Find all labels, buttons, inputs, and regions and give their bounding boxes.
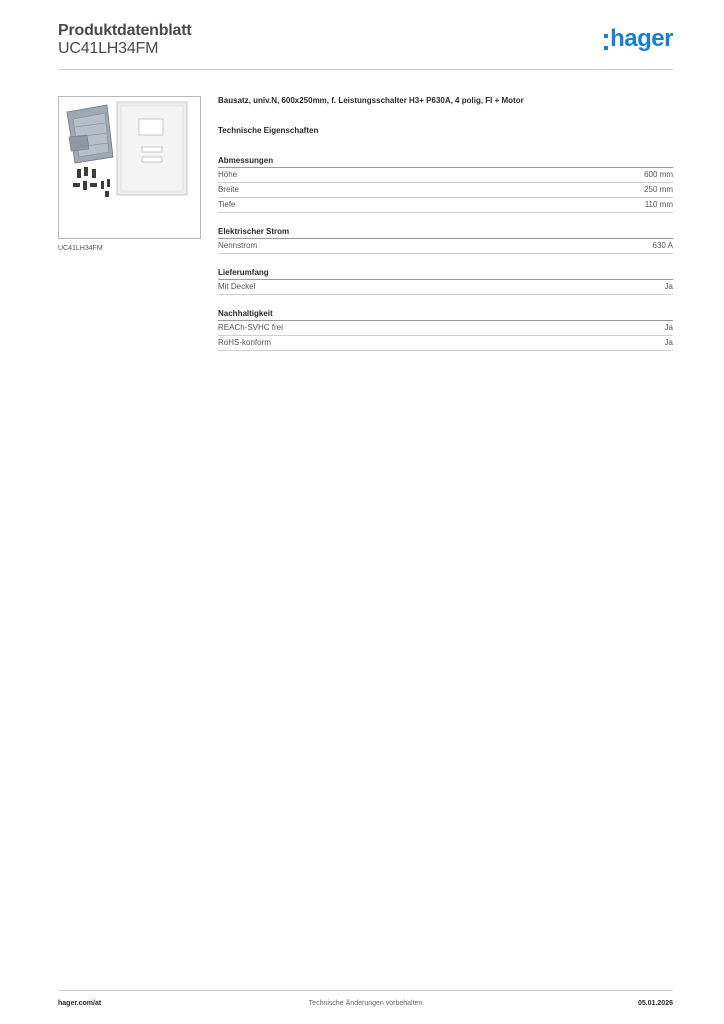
spec-value: Ja [664,338,673,347]
spec-label: RoHS-konform [218,338,271,347]
logo-colon-icon [604,34,608,50]
product-description: Bausatz, univ.N, 600x250mm, f. Leistungsschalter H3+ P630A, 4 polig, FI + Motor [218,96,524,105]
spec-value: 110 mm [644,200,673,209]
spec-row [218,239,673,254]
group-title: Nachhaltigkeit [218,308,673,321]
spec-value: Ja [664,323,673,332]
group-lieferumfang [218,267,673,295]
group-nachhaltigkeit [218,308,673,351]
footer-website-link[interactable]: hager.com/at [58,1000,102,1007]
group-title: Elektrischer Strom [218,226,673,239]
page-header [58,20,673,70]
spec-label: REACh-SVHC frei [218,323,283,332]
spec-row [218,168,673,183]
spec-row [218,280,673,295]
spec-label: Tiefe [218,200,236,209]
group-elektrischer-strom [218,226,673,254]
spec-row [218,198,673,213]
spec-label: Mit Deckel [218,282,256,291]
group-title: Lieferumfang [218,267,673,280]
document-title: Produktdatenblatt [58,22,192,39]
product-code: UC41LH34FM [58,40,159,57]
spec-label: Nennstrom [218,241,258,250]
spec-value: 600 mm [644,170,673,179]
page-footer [58,990,673,1020]
spec-label: Breite [218,185,239,194]
logo-text: hager [610,25,673,52]
spec-row [218,183,673,198]
product-image [58,96,201,239]
product-kit-illustration [59,97,200,238]
spec-row [218,336,673,351]
group-title: Abmessungen [218,155,673,168]
footer-disclaimer: Technische Änderungen vorbehalten [308,1000,423,1007]
hager-logo [604,26,673,52]
spec-row [218,321,673,336]
spec-value: Ja [664,282,673,291]
spec-label: Höhe [218,170,238,179]
spec-value: 250 mm [644,185,673,194]
section-heading: Technische Eigenschaften [218,126,319,135]
footer-date: 05.01.2026 [637,1000,673,1007]
product-details [218,96,673,364]
image-caption: UC41LH34FM [58,245,103,252]
group-abmessungen [218,155,673,213]
spec-value: 630 A [652,241,673,250]
